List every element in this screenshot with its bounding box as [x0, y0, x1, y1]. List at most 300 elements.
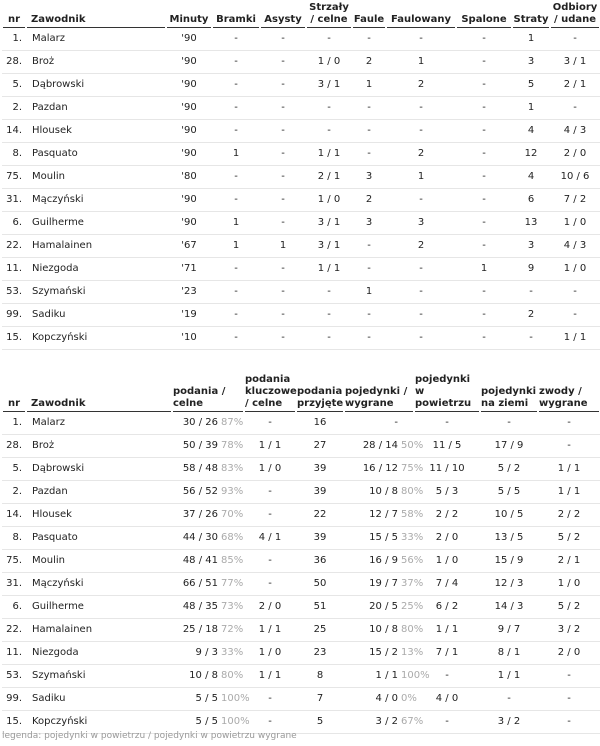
passes-percent: 83% [221, 463, 244, 474]
stat-cell: - [414, 711, 480, 734]
stat-cell: 2 / 0 [414, 527, 480, 550]
header-cell: pojedynki w powietrzu [415, 374, 479, 412]
passes-percent: 68% [221, 532, 244, 543]
stat-cell: 2 [386, 143, 456, 166]
passes-cell [172, 412, 244, 435]
passes-percent: 80% [221, 670, 244, 681]
stat-cell: 3 [512, 235, 550, 258]
stat-cell: 5 [512, 74, 550, 97]
duels-percent: 58% [401, 509, 424, 520]
match-stats-table [2, 0, 600, 350]
duels-percent: 33% [401, 532, 424, 543]
passes-value: 25 / 18 [182, 624, 218, 635]
table-row [2, 28, 600, 51]
table-row [2, 281, 600, 304]
passes-value: 5 / 5 [195, 693, 218, 704]
stat-cell: 1 / 0 [550, 258, 600, 281]
stat-cell: - [260, 212, 306, 235]
player-name: Dąbrowski [26, 74, 166, 97]
duels-value: 1 / 1 [375, 670, 398, 681]
stat-cell: 1 / 0 [306, 51, 352, 74]
stat-cell: - [512, 281, 550, 304]
duels-cell [344, 412, 414, 435]
stat-cell: 3 / 1 [306, 212, 352, 235]
passes-value: 30 / 26 [182, 417, 218, 428]
stat-cell: - [212, 28, 260, 51]
stat-cell: - [386, 327, 456, 350]
player-name: Moulin [26, 550, 172, 573]
stat-cell: - [260, 51, 306, 74]
stat-cell: - [212, 327, 260, 350]
stat-cell: '71 [166, 258, 212, 281]
passes-percent: 100% [221, 716, 250, 727]
stat-cell: 16 [296, 412, 344, 435]
stat-cell: 1. [2, 28, 26, 51]
stat-cell: '90 [166, 120, 212, 143]
duels-cell [344, 527, 424, 550]
stat-cell: 11 / 10 [414, 458, 480, 481]
stat-cell: 1 / 1 [480, 665, 538, 688]
stat-cell: 75. [2, 166, 26, 189]
stat-cell: - [538, 412, 600, 435]
stat-cell: 36 [296, 550, 344, 573]
player-name: Hamalainen [26, 235, 166, 258]
passes-value: 48 / 35 [182, 601, 218, 612]
duels-cell [344, 550, 424, 573]
table-row [2, 189, 600, 212]
player-name: Pasquato [26, 143, 166, 166]
stat-cell: - [352, 143, 386, 166]
stat-cell: - [456, 97, 512, 120]
stat-cell: 17 / 9 [480, 435, 538, 458]
stat-cell: 1 / 1 [550, 327, 600, 350]
table-row [2, 412, 600, 435]
stat-cell: 6. [2, 212, 26, 235]
passes-percent: 100% [221, 693, 250, 704]
stat-cell: 31. [2, 189, 26, 212]
duels-cell [344, 619, 424, 642]
duels-cell [344, 596, 424, 619]
duels-value: - [394, 417, 398, 428]
duels-cell [344, 458, 424, 481]
stat-cell: 5. [2, 458, 26, 481]
stat-cell: 1 [386, 51, 456, 74]
stat-cell: '90 [166, 189, 212, 212]
table-row [2, 481, 600, 504]
stat-cell: 1 / 1 [538, 481, 600, 504]
stat-cell: - [456, 281, 512, 304]
stat-cell: 3 [512, 51, 550, 74]
passes-cell [172, 481, 244, 504]
stat-cell: - [244, 481, 296, 504]
passes-percent: 33% [221, 647, 244, 658]
player-name: Sadiku [26, 688, 172, 711]
stat-cell: 1 / 1 [244, 619, 296, 642]
stat-cell: '90 [166, 212, 212, 235]
stat-cell: - [244, 688, 296, 711]
stat-cell: 3 / 2 [538, 619, 600, 642]
stat-cell: - [260, 304, 306, 327]
stat-cell: 1 / 0 [244, 458, 296, 481]
stat-cell: 5 / 3 [414, 481, 480, 504]
duels-cell [344, 665, 430, 688]
stat-cell: 8. [2, 143, 26, 166]
stat-cell: - [260, 189, 306, 212]
stat-cell: 14. [2, 120, 26, 143]
duels-cell [344, 573, 424, 596]
stat-cell: - [456, 304, 512, 327]
stat-cell: - [386, 120, 456, 143]
stat-cell: - [386, 304, 456, 327]
player-name: Mączyński [26, 189, 166, 212]
passes-cell [172, 458, 244, 481]
duels-percent: 67% [401, 716, 424, 727]
duels-percent: 75% [401, 463, 424, 474]
stat-cell: - [386, 258, 456, 281]
stat-cell: 1 [386, 166, 456, 189]
player-name: Sadiku [26, 304, 166, 327]
stat-cell: 53. [2, 281, 26, 304]
stat-cell: 1 / 1 [306, 143, 352, 166]
stat-cell: 53. [2, 665, 26, 688]
stat-cell: - [538, 688, 600, 711]
stat-cell: 1 [512, 97, 550, 120]
header-cell: Faulowany [387, 14, 455, 28]
legend-text: legenda: pojedynki w powietrzu / pojedynki w powietrzu wygrane [2, 731, 297, 741]
stat-cell: - [480, 412, 538, 435]
duels-percent: 0% [401, 693, 417, 704]
stat-cell: 2 / 2 [414, 504, 480, 527]
passes-value: 37 / 26 [182, 509, 218, 520]
duels-value: 16 / 12 [362, 463, 398, 474]
passes-value: 44 / 30 [182, 532, 218, 543]
stat-cell: - [260, 97, 306, 120]
stat-cell: 5 / 2 [538, 596, 600, 619]
stat-cell: 14. [2, 504, 26, 527]
passes-value: 10 / 8 [189, 670, 218, 681]
player-name: Niezgoda [26, 258, 166, 281]
header-cell: Zawodnik [27, 14, 165, 28]
stat-cell: 10 / 5 [480, 504, 538, 527]
table-row [2, 435, 600, 458]
duels-value: 20 / 5 [369, 601, 398, 612]
passes-cell [172, 688, 250, 711]
passes-cell [172, 665, 244, 688]
stat-cell: - [260, 28, 306, 51]
header-cell: Faule [353, 14, 385, 28]
header-cell: Spalone [457, 14, 511, 28]
passes-value: 50 / 39 [182, 440, 218, 451]
duels-value: 15 / 2 [369, 647, 398, 658]
header-cell: zwody / wygrane [539, 386, 599, 412]
stat-cell: 7 [296, 688, 344, 711]
header-row [2, 0, 600, 28]
passes-percent: 77% [221, 578, 244, 589]
stat-cell: 1 / 1 [414, 619, 480, 642]
header-cell: nr [3, 398, 25, 412]
stat-cell: - [244, 504, 296, 527]
stat-cell: 2 [512, 304, 550, 327]
stat-cell: 23 [296, 642, 344, 665]
stat-cell: - [414, 665, 480, 688]
player-name: Mączyński [26, 573, 172, 596]
table-row [2, 573, 600, 596]
passes-percent: 78% [221, 440, 244, 451]
stat-cell: - [244, 550, 296, 573]
stat-cell: '80 [166, 166, 212, 189]
duels-value: 10 / 8 [369, 624, 398, 635]
stat-cell: 25 [296, 619, 344, 642]
player-name: Szymański [26, 281, 166, 304]
table-row [2, 458, 600, 481]
stat-cell: 39 [296, 458, 344, 481]
stat-cell: 1 / 0 [306, 189, 352, 212]
stat-cell: - [352, 258, 386, 281]
stat-cell: 1 / 1 [306, 258, 352, 281]
player-name: Guilherme [26, 212, 166, 235]
passes-cell [172, 504, 244, 527]
duels-percent: 13% [401, 647, 424, 658]
player-name: Guilherme [26, 596, 172, 619]
header-cell: Straty [513, 14, 549, 28]
stat-cell: - [212, 166, 260, 189]
stat-cell: 1 [260, 235, 306, 258]
stat-cell: 1 / 1 [244, 665, 296, 688]
player-name: Kopczyński [26, 327, 166, 350]
table-row [2, 212, 600, 235]
header-cell: pojedynki na ziemi [481, 386, 537, 412]
duels-cell [344, 642, 424, 665]
stat-cell: 2 / 1 [306, 166, 352, 189]
stat-cell: - [538, 665, 600, 688]
stat-cell: 27 [296, 435, 344, 458]
duels-cell [344, 688, 417, 711]
stat-cell: '90 [166, 97, 212, 120]
player-name: Malarz [26, 412, 172, 435]
stat-cell: - [456, 327, 512, 350]
duels-cell [344, 481, 424, 504]
stat-cell: 3 [352, 212, 386, 235]
stat-cell: - [414, 412, 480, 435]
stat-cell: - [212, 189, 260, 212]
stat-cell: 12 [512, 143, 550, 166]
stat-cell: - [244, 711, 296, 734]
stat-cell: - [260, 281, 306, 304]
stat-cell: - [386, 189, 456, 212]
duels-cell [344, 504, 424, 527]
passes-value: 58 / 48 [182, 463, 218, 474]
stat-cell: - [538, 435, 600, 458]
stat-cell: - [306, 120, 352, 143]
stat-cell: 1 [456, 258, 512, 281]
stat-cell: 5 / 2 [538, 527, 600, 550]
passes-percent: 85% [221, 555, 244, 566]
passes-value: 56 / 52 [182, 486, 218, 497]
stat-cell: 4 / 3 [550, 120, 600, 143]
stat-cell: 3 [386, 212, 456, 235]
duels-value: 19 / 7 [369, 578, 398, 589]
stat-cell: 1 / 0 [538, 573, 600, 596]
header-cell: pojedynki / wygrane [345, 386, 413, 412]
stat-cell: 5 / 5 [480, 481, 538, 504]
stat-cell: 13 / 5 [480, 527, 538, 550]
stat-cell: 1 [352, 281, 386, 304]
stat-cell: '23 [166, 281, 212, 304]
passes-value: 5 / 5 [195, 716, 218, 727]
stat-cell: 22. [2, 619, 26, 642]
stat-cell: '19 [166, 304, 212, 327]
header-cell: podania kluczowe / celne [245, 374, 295, 412]
duels-percent: 80% [401, 486, 424, 497]
duels-value: 28 / 14 [362, 440, 398, 451]
passes-cell [172, 527, 244, 550]
table-row [2, 665, 600, 688]
stat-cell: '90 [166, 143, 212, 166]
stat-cell: '90 [166, 74, 212, 97]
duels-value: 10 / 8 [369, 486, 398, 497]
stat-cell: 15 / 9 [480, 550, 538, 573]
player-name: Hlousek [26, 504, 172, 527]
duels-percent: 25% [401, 601, 424, 612]
stat-cell: - [306, 28, 352, 51]
stat-cell: 1 / 0 [244, 642, 296, 665]
stat-cell: 6 / 2 [414, 596, 480, 619]
stat-cell: - [352, 304, 386, 327]
stat-cell: - [550, 28, 600, 51]
stat-cell: - [352, 97, 386, 120]
stat-cell: - [456, 28, 512, 51]
stat-cell: '90 [166, 51, 212, 74]
stat-cell: 2 [386, 235, 456, 258]
player-name: Pazdan [26, 481, 172, 504]
stat-cell: 2 [352, 51, 386, 74]
stat-cell: 11. [2, 642, 26, 665]
stat-cell: 2 / 0 [550, 143, 600, 166]
duels-percent: 100% [401, 670, 430, 681]
stat-cell: - [212, 281, 260, 304]
player-name: Pasquato [26, 527, 172, 550]
stat-cell: 8 / 1 [480, 642, 538, 665]
stat-cell: - [260, 166, 306, 189]
stat-cell: 2. [2, 481, 26, 504]
stat-cell: 99. [2, 304, 26, 327]
table-row [2, 550, 600, 573]
passes-cell [172, 596, 244, 619]
player-name: Hlousek [26, 120, 166, 143]
stat-cell: 31. [2, 573, 26, 596]
stat-cell: 1 / 1 [244, 435, 296, 458]
stat-cell: 22 [296, 504, 344, 527]
stat-cell: 9 / 7 [480, 619, 538, 642]
stat-cell: - [352, 28, 386, 51]
stat-cell: - [212, 51, 260, 74]
passes-percent: 87% [221, 417, 244, 428]
stat-cell: 2 / 1 [550, 74, 600, 97]
stat-cell: 7 / 2 [550, 189, 600, 212]
stat-cell: 28. [2, 435, 26, 458]
stat-cell: - [456, 143, 512, 166]
stat-cell: 1 [512, 28, 550, 51]
header-cell: Minuty [167, 14, 211, 28]
duels-value: 16 / 9 [369, 555, 398, 566]
stat-cell: 51 [296, 596, 344, 619]
player-name: Hamalainen [26, 619, 172, 642]
stat-cell: 2 [386, 74, 456, 97]
stat-cell: - [456, 74, 512, 97]
table-row [2, 304, 600, 327]
stat-cell: - [244, 573, 296, 596]
stat-cell: - [260, 327, 306, 350]
header-cell: Strzały / celne [307, 2, 351, 28]
stat-cell: 3 / 2 [480, 711, 538, 734]
stat-cell: - [550, 97, 600, 120]
passes-cell [172, 573, 244, 596]
stat-cell: 1 [212, 212, 260, 235]
duels-cell [344, 711, 424, 734]
stat-cell: 7 / 1 [414, 642, 480, 665]
stat-cell: - [352, 235, 386, 258]
header-cell: Odbiory / udane [551, 2, 599, 28]
stat-cell: 3 / 1 [306, 235, 352, 258]
stat-cell: 1 [212, 143, 260, 166]
stat-cell: - [456, 189, 512, 212]
passes-value: 66 / 51 [182, 578, 218, 589]
stat-cell: 13 [512, 212, 550, 235]
stat-cell: - [352, 327, 386, 350]
stat-cell: 28. [2, 51, 26, 74]
stat-cell: 5. [2, 74, 26, 97]
stat-cell: - [306, 327, 352, 350]
stat-cell: 8 [296, 665, 344, 688]
player-name: Dąbrowski [26, 458, 172, 481]
stat-cell: 7 / 4 [414, 573, 480, 596]
stat-cell: - [306, 281, 352, 304]
stat-cell: 15. [2, 327, 26, 350]
passes-percent: 70% [221, 509, 244, 520]
stat-cell: 4 / 3 [550, 235, 600, 258]
stat-cell: - [352, 120, 386, 143]
stat-cell: 50 [296, 573, 344, 596]
stat-cell: - [538, 711, 600, 734]
passes-percent: 72% [221, 624, 244, 635]
stat-cell: 4 / 0 [414, 688, 480, 711]
stat-cell: 15. [2, 711, 26, 734]
stat-cell: 4 / 1 [244, 527, 296, 550]
passes-percent: 73% [221, 601, 244, 612]
passes-cell [172, 435, 244, 458]
stat-cell: - [260, 258, 306, 281]
stat-cell: 39 [296, 527, 344, 550]
passes-value: 9 / 3 [195, 647, 218, 658]
stat-cell: - [456, 212, 512, 235]
player-name: Broż [26, 435, 172, 458]
stat-cell: - [386, 97, 456, 120]
stat-cell: - [386, 281, 456, 304]
header-cell: Bramki [213, 14, 259, 28]
stat-cell: 1 [212, 235, 260, 258]
table-row [2, 504, 600, 527]
stat-cell: 9 [512, 258, 550, 281]
player-name: Moulin [26, 166, 166, 189]
passes-cell [172, 550, 244, 573]
stat-cell: - [550, 304, 600, 327]
table-row [2, 642, 600, 665]
passing-duels-table [2, 372, 600, 734]
stat-cell: - [306, 304, 352, 327]
stat-cell: 10 / 6 [550, 166, 600, 189]
duels-value: 12 / 7 [369, 509, 398, 520]
player-name: Szymański [26, 665, 172, 688]
